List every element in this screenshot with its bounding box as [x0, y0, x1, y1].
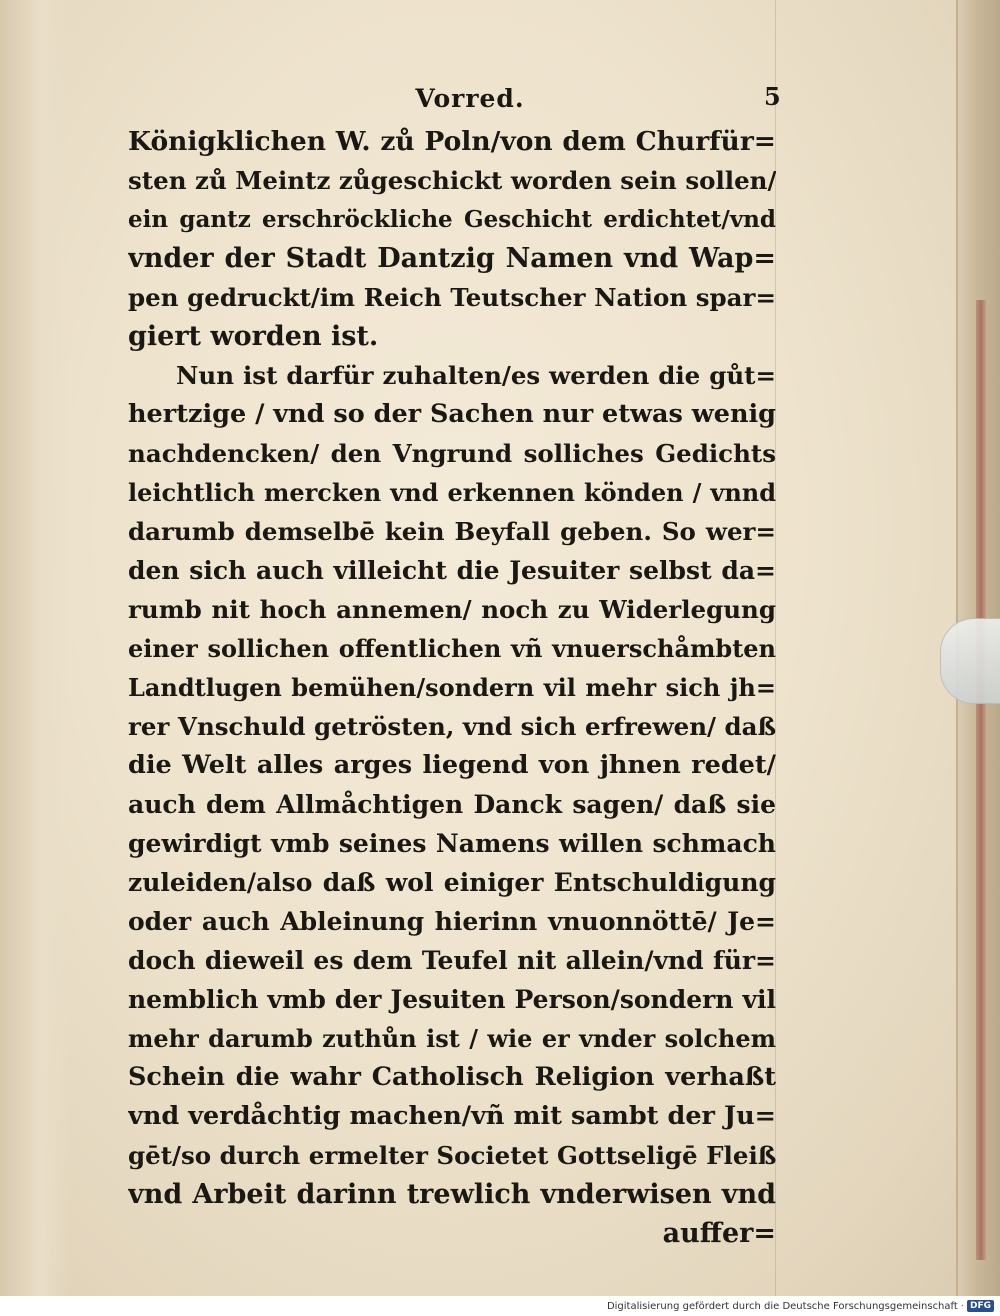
text-line: darumb demselbē kein Beyfall geben. So wer= [128, 517, 776, 546]
text-line: doch dieweil es dem Teufel nit allein/vnd für= [128, 946, 776, 975]
text-line: pen gedruckt/im Reich Teutscher Nation spar= [128, 283, 776, 312]
text-line: oder auch Ableinung hierinn vnuonnöttē/ Je= [128, 907, 776, 936]
footer-credit: Digitalisierung gefördert durch die Deutsche Forschungsgemeinschaft [606, 1300, 958, 1312]
text-line: vnd verdåchtig machen/vñ mit sambt der Ju= [128, 1101, 776, 1131]
page-number: 5 [764, 82, 781, 111]
text-line: vnder der Stadt Dantzig Namen vnd Wap= [128, 243, 776, 274]
running-head: Vorred. [415, 84, 525, 113]
text-line: zuleiden/also daß wol einiger Entschuldigung [128, 868, 776, 897]
text-line: Nun ist darfür zuhalten/es werden die gůt= [176, 361, 776, 390]
binding-red-stain [976, 300, 986, 1260]
digitization-footer [0, 1296, 1000, 1316]
text-line: nemblich vmb der Jesuiten Person/sondern vil [128, 985, 776, 1014]
scanner-clip [940, 618, 1000, 704]
text-line: giert worden ist. [128, 321, 379, 352]
catchword: auffer= [662, 1218, 776, 1249]
footer-separator: · [960, 1300, 964, 1312]
text-line: sten zů Meintz zůgeschickt worden sein sollen/ [128, 166, 776, 195]
dfg-logo-icon: DFG [967, 1300, 994, 1312]
text-line: ein gantz erschröckliche Geschicht erdichtet/vnd [128, 206, 776, 233]
text-line: gewirdigt vmb seines Namens willen schmach [128, 829, 776, 858]
text-line: auch dem Allmåchtigen Danck sagen/ daß sie [128, 790, 776, 819]
text-line: einer sollichen offentlichen vñ vnuerschåmbten [128, 634, 776, 663]
text-line: vnd Arbeit darinn trewlich vnderwisen vnd [128, 1179, 776, 1210]
text-line: hertzige / vnd so der Sachen nur etwas wenig [128, 399, 776, 429]
text-line: leichtlich mercken vnd erkennen könden / vnnd [128, 478, 776, 507]
text-line: nachdencken/ den Vngrund solliches Gedichts [128, 439, 776, 468]
text-line: Schein die wahr Catholisch Religion verhaßt [128, 1062, 776, 1092]
text-line: Königklichen W. zů Poln/von dem Churfür= [128, 126, 776, 157]
text-line: rer Vnschuld getrösten, vnd sich erfrewen/ daß [128, 712, 776, 741]
page-edge-shadow [0, 0, 70, 1316]
body-text [128, 122, 776, 1253]
text-line: rumb nit hoch annemen/ noch zu Widerlegung [128, 595, 776, 624]
text-line: gēt/so durch ermelter Societet Gottseligē Fleiß [128, 1141, 776, 1170]
text-line: mehr darumb zuthůn ist / wie er vnder solchem [128, 1024, 776, 1053]
text-line: den sich auch villeicht die Jesuiter selbst da= [128, 556, 776, 585]
text-line: die Welt alles arges liegend von jhnen redet/ [128, 750, 776, 780]
text-line: Landtlugen bemühen/sondern vil mehr sich jh= [128, 673, 776, 702]
